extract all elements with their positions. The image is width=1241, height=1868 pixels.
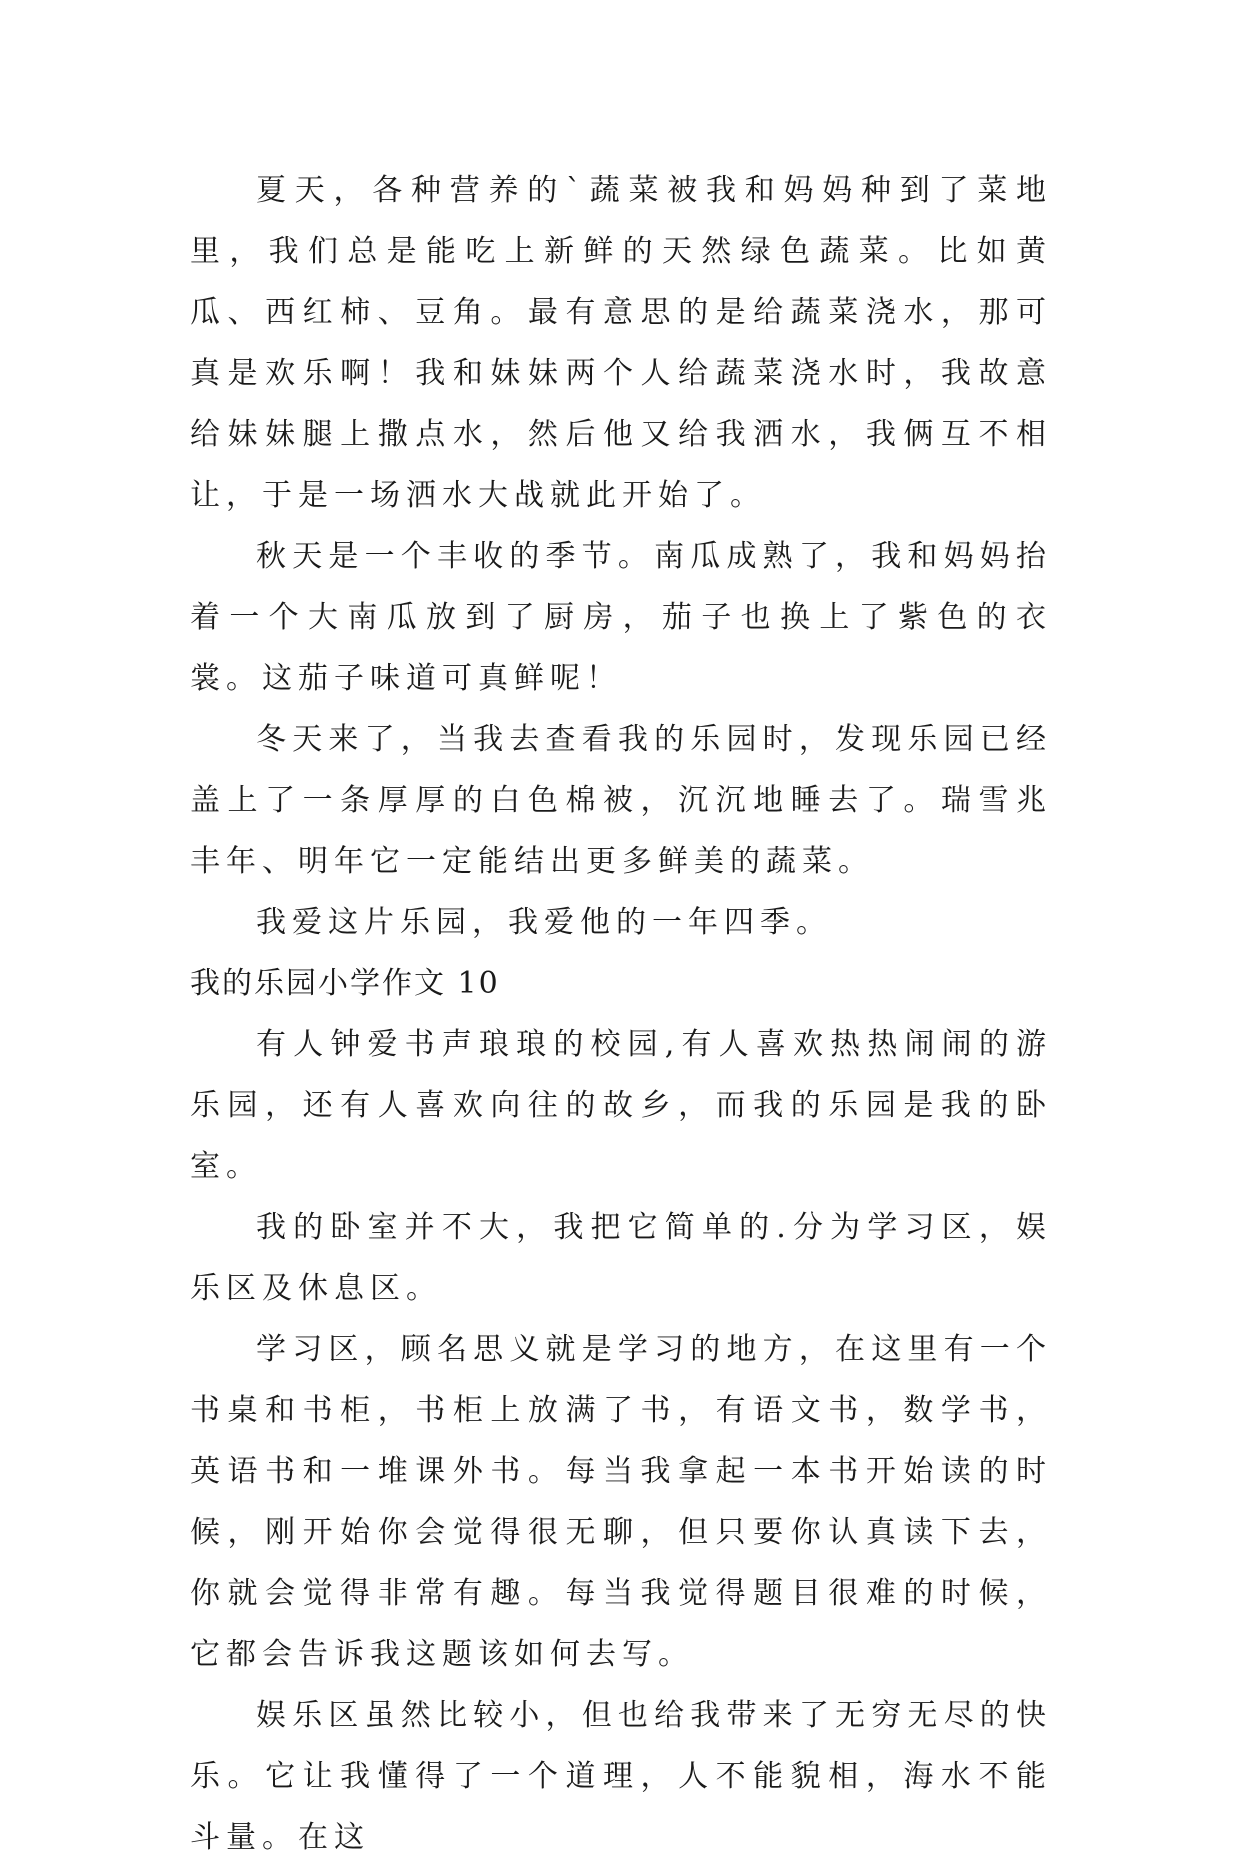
paragraph-intro: 有人钟爱书声琅琅的校园,有人喜欢热热闹闹的游乐园，还有人喜欢向往的故乡，而我的乐园是我的卧室。	[190, 1027, 1052, 1184]
paragraph-conclusion: 我爱这片乐园，我爱他的一年四季。	[256, 905, 832, 940]
paragraph-autumn: 秋天是一个丰收的季节。南瓜成熟了，我和妈妈抬着一个大南瓜放到了厨房，茄子也换上了紫色的衣裳。这茄子味道可真鲜呢！	[190, 539, 1052, 696]
paragraph-study-area: 学习区，顾名思义就是学习的地方，在这里有一个书桌和书柜，书柜上放满了书，有语文书，数学书，英语书和一堆课外书。每当我拿起一本书开始读的时候，刚开始你会觉得很无聊，但只要你认真读下去，你就会觉得非常有趣。每当我觉得题目很难的时候，它都会告诉我这题该如何去写。	[190, 1332, 1052, 1672]
paragraph-entertainment-area: 娱乐区虽然比较小，但也给我带来了无穷无尽的快乐。它让我懂得了一个道理，人不能貌相，海水不能斗量。在这	[190, 1698, 1052, 1855]
paragraph-bedroom: 我的卧室并不大，我把它简单的.分为学习区，娱乐区及休息区。	[190, 1210, 1052, 1306]
paragraph-summer: 夏天，各种营养的`蔬菜被我和妈妈种到了菜地里，我们总是能吃上新鲜的天然绿色蔬菜。比如黄瓜、西红柿、豆角。最有意思的是给蔬菜浇水，那可真是欢乐啊！我和妹妹两个人给蔬菜浇水时，我故意给妹妹腿上撒点水，然后他又给我洒水，我俩互不相让，于是一场洒水大战就此开始了。	[190, 173, 1052, 513]
essay-title: 我的乐园小学作文 10	[190, 966, 500, 1001]
paragraph-winter: 冬天来了，当我去查看我的乐园时，发现乐园已经盖上了一条厚厚的白色棉被，沉沉地睡去了。瑞雪兆丰年、明年它一定能结出更多鲜美的蔬菜。	[190, 722, 1052, 879]
document-body	[190, 160, 1052, 1868]
